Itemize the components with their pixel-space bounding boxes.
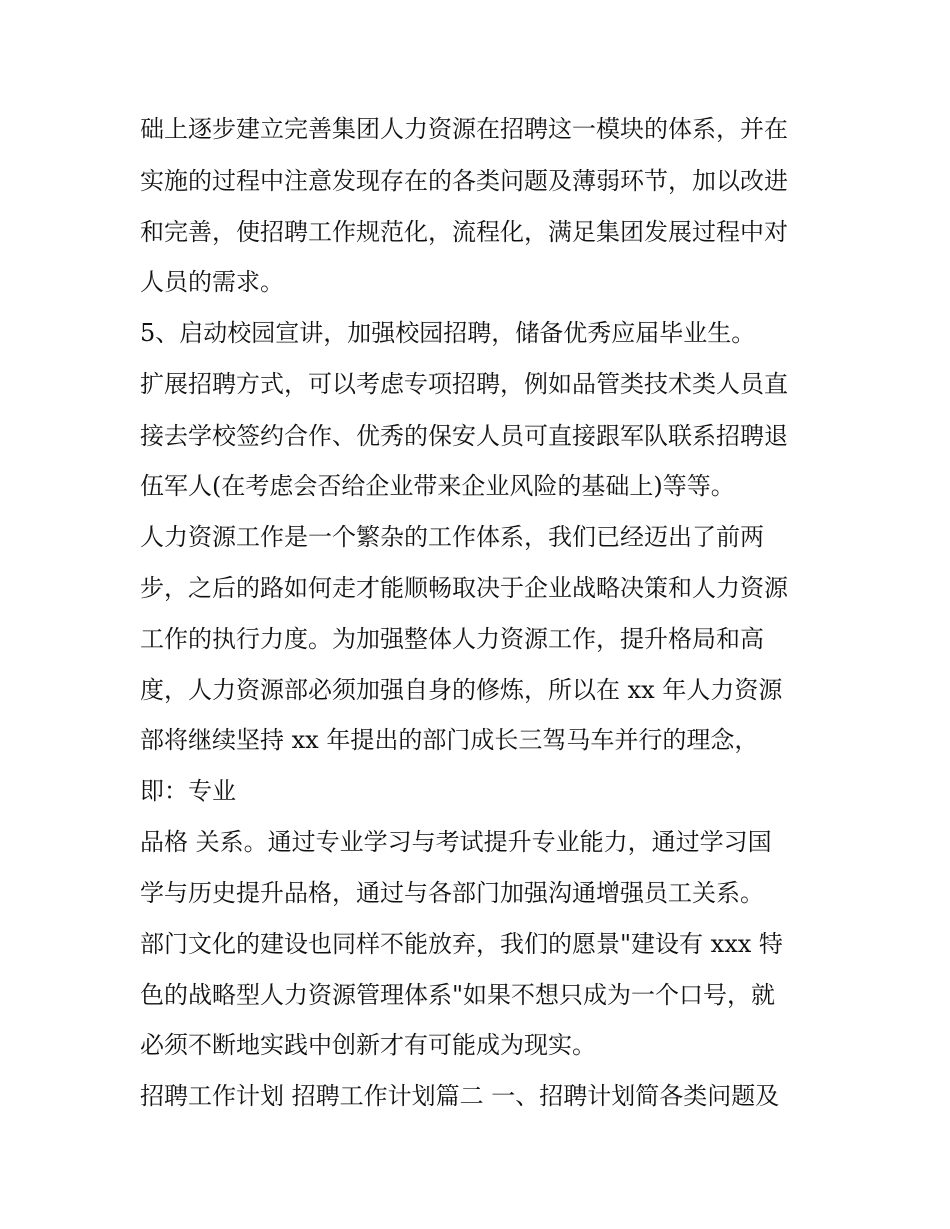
text-line: 伍军人(在考虑会否给企业带来企业风险的基础上)等等。 (140, 472, 735, 500)
text-line: 5、启动校园宣讲，加强校园招聘，储备优秀应届毕业生。 (140, 319, 756, 347)
text-line: 品格 关系。通过专业学习与考试提升专业能力，通过学习国 (140, 828, 772, 856)
text-line: 接去学校签约合作、优秀的保安人员可直接跟军队联系招聘退 (140, 422, 788, 450)
text-line: 部门文化的建设也同样不能放弃，我们的愿景"建设有 xxx 特 (140, 930, 783, 958)
text-line: 实施的过程中注意发现存在的各类问题及薄弱环节，加以改进 (140, 167, 788, 195)
text-line: 必须不断地实践中创新才有可能成为现实。 (140, 1031, 596, 1059)
text-line: 招聘工作计划 招聘工作计划篇二 一、招聘计划简各类问题及 (140, 1082, 780, 1110)
text-line: 工作的执行力度。为加强整体人力资源工作，提升格局和高 (140, 625, 764, 653)
text-line: 部将继续坚持 xx 年提出的部门成长三驾马车并行的理念， (140, 726, 759, 754)
text-line: 人员的需求。 (140, 268, 284, 296)
text-line: 扩展招聘方式，可以考虑专项招聘，例如品管类技术类人员直 (140, 370, 788, 398)
text-line: 色的战略型人力资源管理体系"如果不想只成为一个口号，就 (140, 981, 776, 1009)
text-line: 人力资源工作是一个繁杂的工作体系，我们已经迈出了前两 (140, 523, 764, 551)
text-line: 和完善，使招聘工作规范化，流程化，满足集团发展过程中对 (140, 218, 788, 246)
text-line: 即：专业 (140, 777, 236, 805)
text-line: 度，人力资源部必须加强自身的修炼，所以在 xx 年人力资源 (140, 676, 783, 704)
text-line: 学与历史提升品格，通过与各部门加强沟通增强员工关系。 (140, 879, 764, 907)
text-line: 础上逐步建立完善集团人力资源在招聘这一模块的体系，并在 (140, 115, 788, 143)
text-line: 步，之后的路如何走才能顺畅取决于企业战略决策和人力资源 (140, 574, 788, 602)
